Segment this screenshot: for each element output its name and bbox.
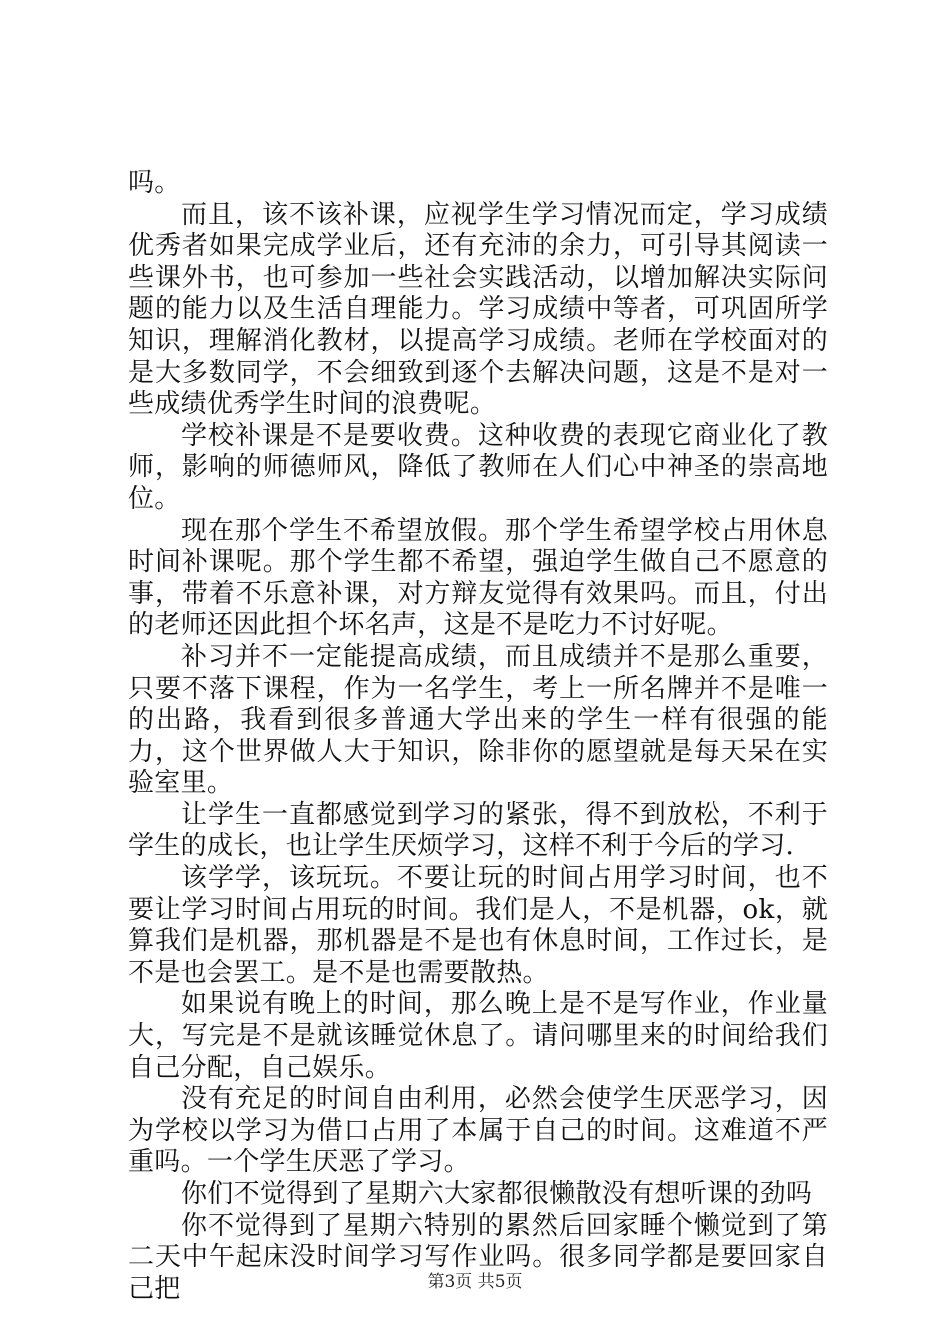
paragraph: 补习并不一定能提高成绩，而且成绩并不是那么重要，只要不落下课程，作为一名学生，考上一所名牌并不是唯一的出路，我看到很多普通大学出来的学生一样有很强的能力，这个世界做人大于知识，除非你的愿望就是每天呆在实验室里。	[128, 641, 828, 799]
paragraph: 该学学，该玩玩。不要让玩的时间占用学习时间，也不要让学习时间占用玩的时间。我们是人，不是机器，ok，就算我们是机器，那机器是不是也有休息时间，工作过长，是不是也会罢工。是不是也需要散热。	[128, 863, 828, 988]
page-number-footer: 第3页 共5页	[427, 1272, 523, 1292]
body-text	[128, 168, 828, 1305]
paragraph: 让学生一直都感觉到学习的紧张，得不到放松，不利于学生的成长，也让学生厌烦学习，这样不利于今后的学习.	[128, 799, 828, 862]
paragraph: 现在那个学生不希望放假。那个学生希望学校占用休息时间补课呢。那个学生都不希望，强迫学生做自己不愿意的事，带着不乐意补课，对方辩友觉得有效果吗。而且，付出的老师还因此担个坏名声，这是不是吃力不讨好呢。	[128, 515, 828, 641]
paragraph-continuation: 吗。	[128, 168, 181, 198]
paragraph: 没有充足的时间自由利用，必然会使学生厌恶学习，因为学校以学习为借口占用了本属于自己的时间。这难道不严重吗。一个学生厌恶了学习。	[128, 1084, 828, 1178]
paragraph: 学校补课是不是要收费。这种收费的表现它商业化了教师，影响的师德师风，降低了教师在人们心中神圣的崇高地位。	[128, 420, 828, 514]
paragraph: 你们不觉得到了星期六大家都很懒散没有想听课的劲吗	[181, 1179, 813, 1209]
paragraph: 如果说有晚上的时间，那么晚上是不是写作业，作业量大，写完是不是就该睡觉休息了。请问哪里来的时间给我们自己分配，自己娱乐。	[128, 989, 828, 1083]
paragraph: 你不觉得到了星期六特别的累然后回家睡个懒觉到了第二天中午起床没时间学习写作业吗。很多同学都是要回家自己把	[128, 1210, 828, 1304]
paragraph: 而且，该不该补课，应视学生学习情况而定，学习成绩优秀者如果完成学业后，还有充沛的余力，可引导其阅读一些课外书，也可参加一些社会实践活动，以增加解决实际问题的能力以及生活自理能力。学习成绩中等者，可巩固所学知识，理解消化教材，以提高学习成绩。老师在学校面对的是大多数同学，不会细致到逐个去解决问题，这是不是对一些成绩优秀学生时间的浪费呢。	[128, 199, 828, 420]
